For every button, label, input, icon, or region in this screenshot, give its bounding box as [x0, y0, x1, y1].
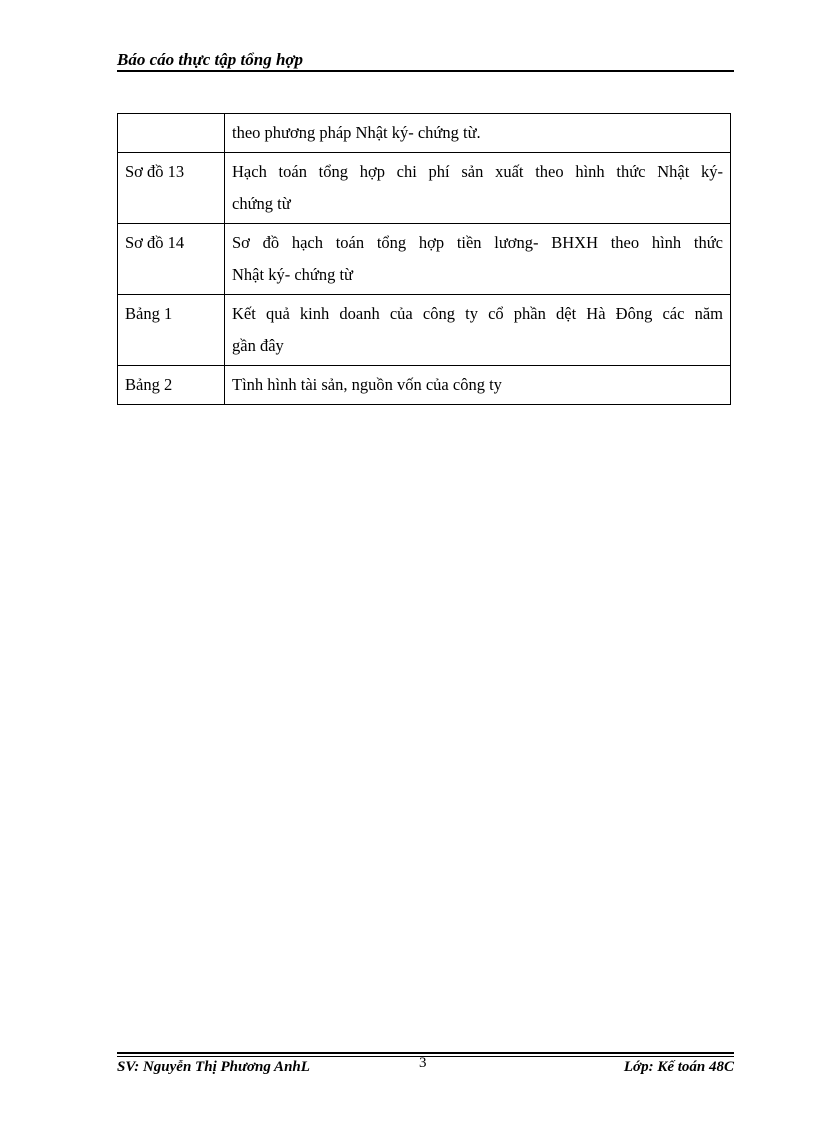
row-description	[225, 224, 731, 295]
report-title: Báo cáo thực tập tổng hợp	[117, 50, 304, 69]
description-line: theo phương pháp Nhật ký- chứng từ.	[232, 123, 481, 142]
row-description	[225, 366, 731, 405]
row-label: Bảng 1	[118, 295, 225, 366]
row-description	[225, 295, 731, 366]
description-line: Nhật ký- chứng từ	[232, 265, 353, 284]
row-description	[225, 153, 731, 224]
row-label: Sơ đồ 14	[118, 224, 225, 295]
page-footer	[117, 1049, 734, 1079]
description-line: Hạch toán tổng hợp chi phí sản xuất theo hình thức Nhật ký-	[232, 162, 723, 181]
row-description	[225, 114, 731, 153]
page-number: 3	[419, 1055, 427, 1071]
description-line: Tình hình tài sản, nguồn vốn của công ty	[232, 375, 502, 394]
table-row	[118, 224, 731, 295]
row-label: Sơ đồ 13	[118, 153, 225, 224]
header-divider	[117, 70, 734, 72]
row-label: Bảng 2	[118, 366, 225, 405]
description-line: chứng từ	[232, 194, 291, 213]
footer-divider	[117, 1052, 734, 1054]
student-name: SV: Nguyễn Thị Phương AnhL	[117, 1059, 310, 1075]
class-name: Lớp: Kế toán 48C	[623, 1059, 734, 1075]
description-line: Kết quả kinh doanh của công ty cổ phần dệt Hà Đông các năm	[232, 304, 723, 323]
table-row	[118, 114, 731, 153]
figure-list-table	[117, 113, 731, 405]
table-row	[118, 366, 731, 405]
page-header	[117, 48, 734, 72]
description-line: gần đây	[232, 336, 284, 355]
table-row	[118, 153, 731, 224]
row-label	[118, 114, 225, 153]
table-row	[118, 295, 731, 366]
description-line: Sơ đồ hạch toán tổng hợp tiền lương- BHXH theo hình thức	[232, 233, 723, 252]
